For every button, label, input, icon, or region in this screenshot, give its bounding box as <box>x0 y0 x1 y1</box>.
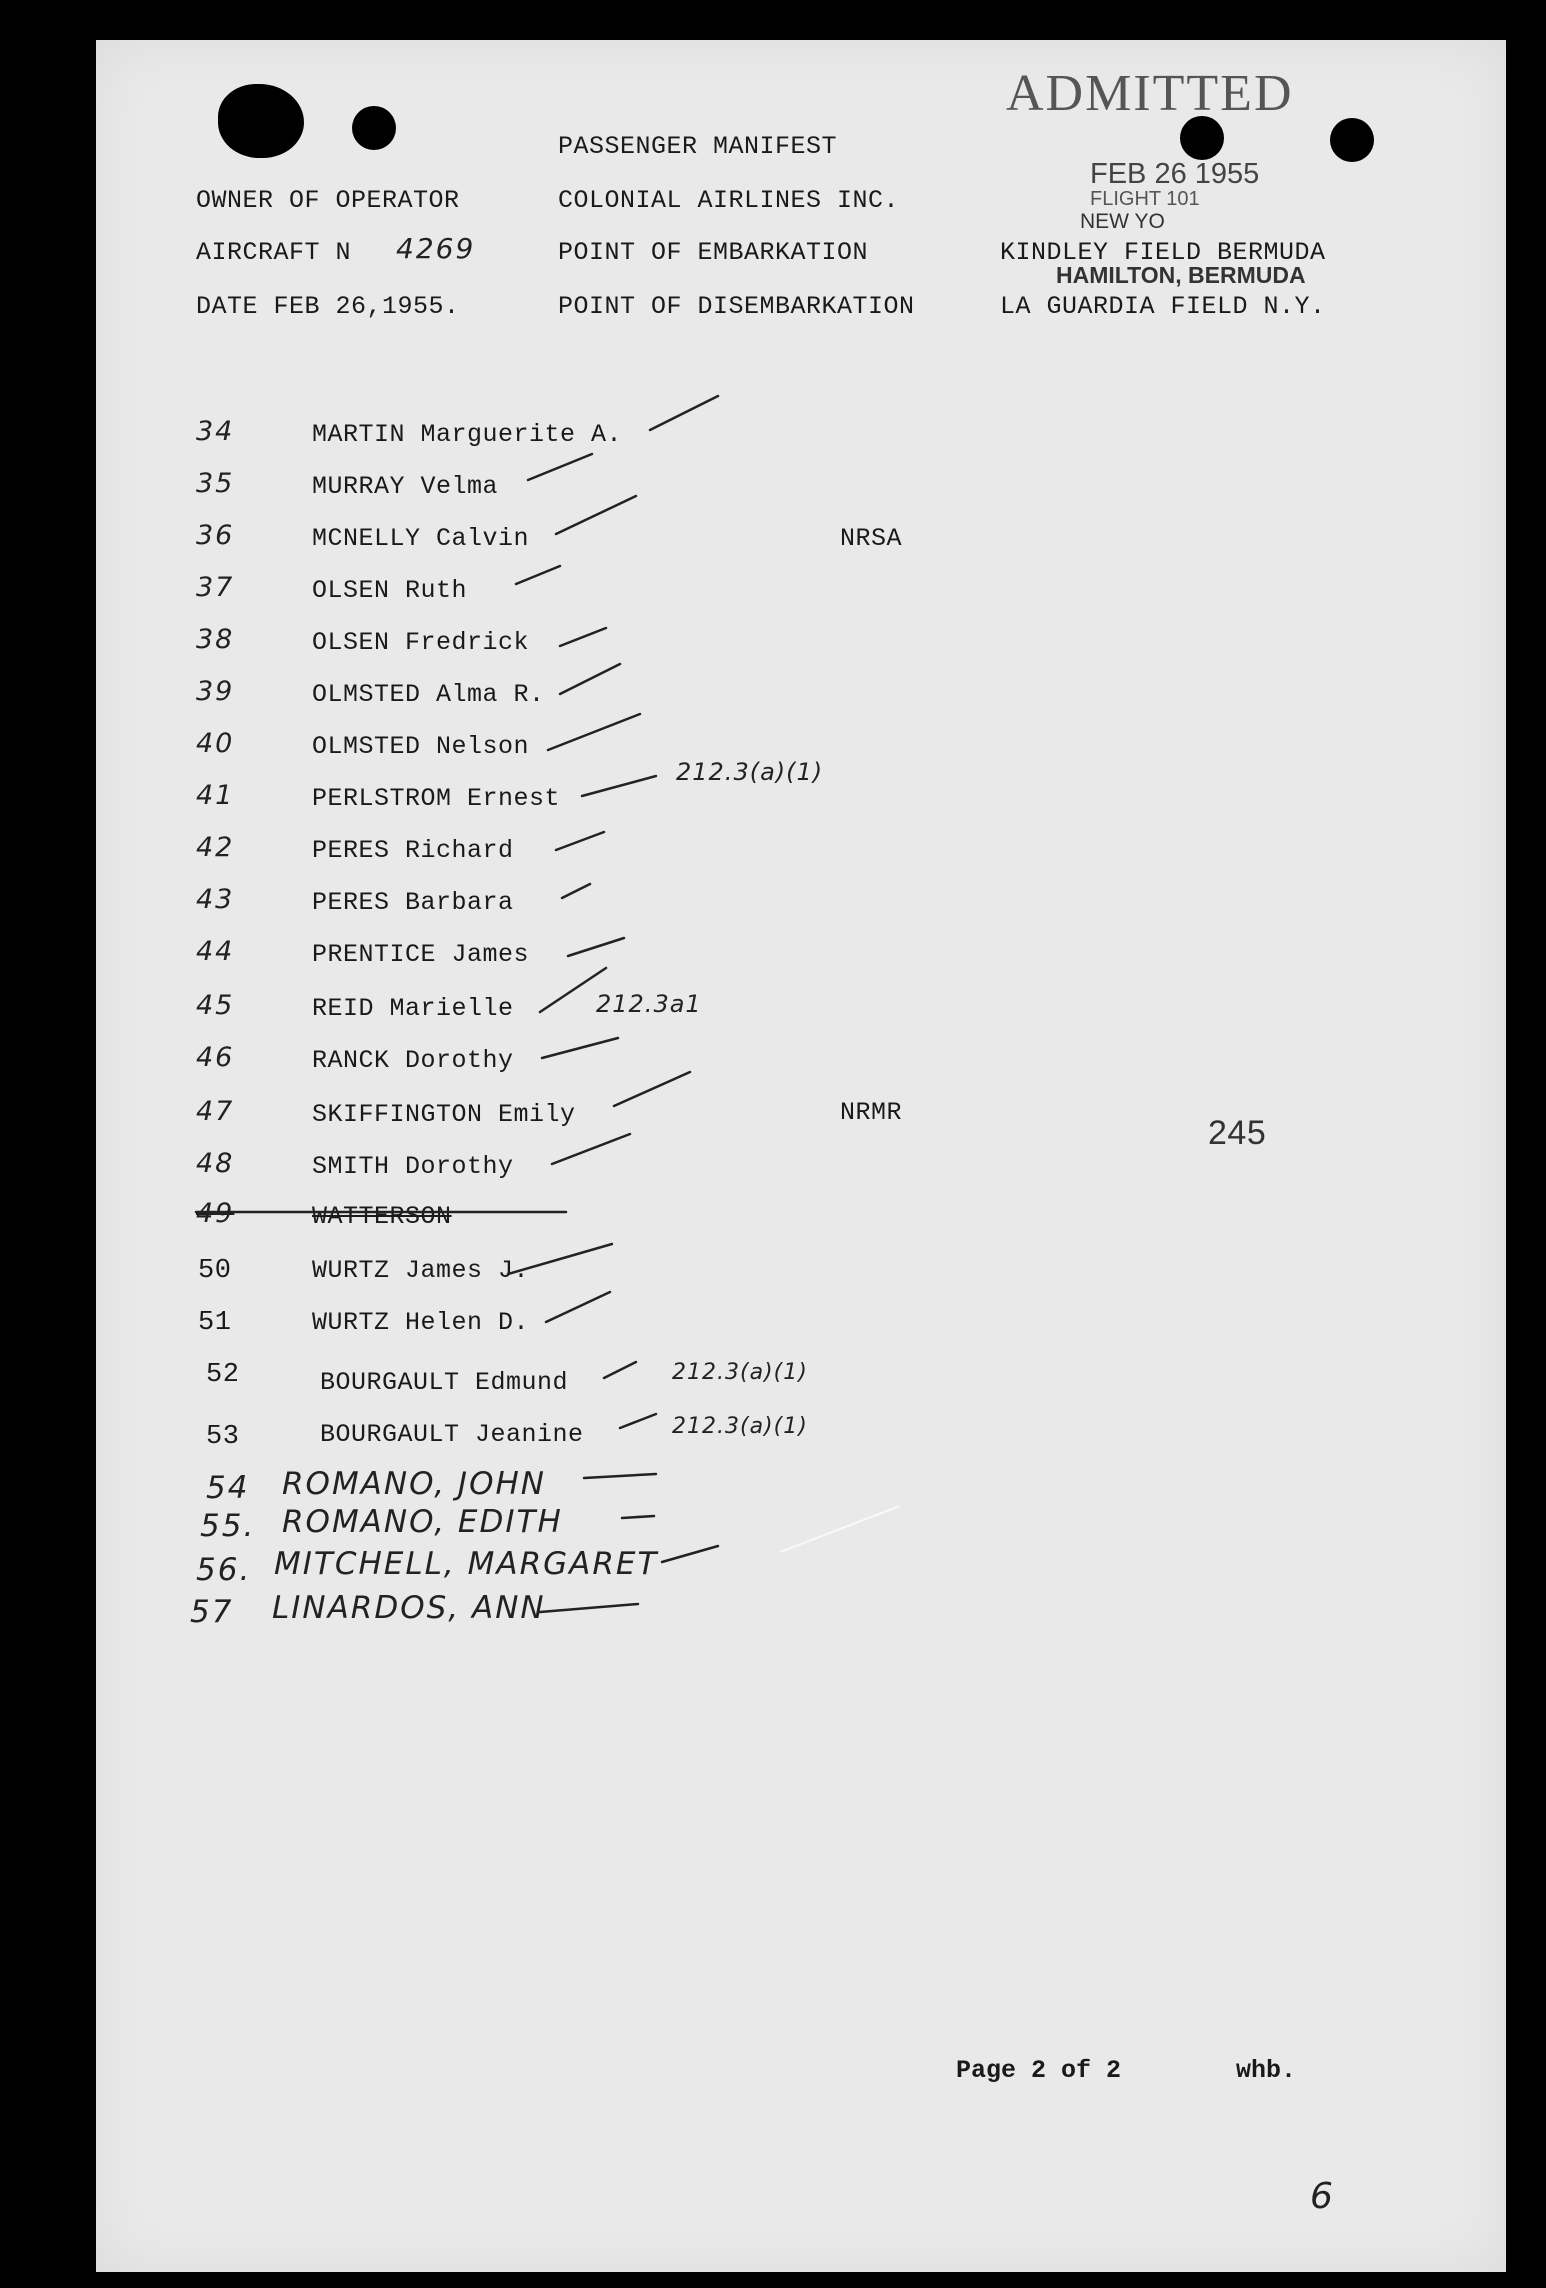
corner-mark: 6 <box>1310 2176 1335 2217</box>
handwritten-name: LINARDOS, ANN <box>272 1590 546 1626</box>
passenger-note: 212.3(a)(1) <box>672 1360 808 1385</box>
handwritten-number: 54 <box>206 1470 250 1506</box>
disembark-value: LA GUARDIA FIELD N.Y. <box>1000 292 1326 321</box>
embark-value: KINDLEY FIELD BERMUDA <box>1000 238 1326 267</box>
passenger-name: PERLSTROM Ernest <box>312 784 561 813</box>
passenger-name: MURRAY Velma <box>312 472 499 501</box>
row-number: 44 <box>196 936 235 967</box>
passenger-name: PRENTICE James <box>312 940 530 969</box>
passenger-note: 212.3a1 <box>596 990 702 1018</box>
stamp-city: HAMILTON, BERMUDA <box>1056 262 1306 288</box>
passenger-code: NRSA <box>840 524 903 553</box>
passenger-name: MARTIN Marguerite A. <box>312 420 623 449</box>
passenger-name: PERES Richard <box>312 836 514 865</box>
passenger-name: BOURGAULT Jeanine <box>320 1420 584 1449</box>
passenger-name: PERES Barbara <box>312 888 514 917</box>
passenger-name: OLMSTED Alma R. <box>312 680 545 709</box>
punch-hole-left-inner <box>352 106 396 150</box>
passenger-name: SMITH Dorothy <box>312 1152 514 1181</box>
row-number: 50 <box>198 1256 232 1286</box>
date-label: DATE FEB 26,1955. <box>196 292 460 321</box>
stamp-location: NEW YO <box>1080 210 1165 233</box>
passenger-name: RANCK Dorothy <box>312 1046 514 1075</box>
aircraft-value: 4269 <box>396 232 476 265</box>
passenger-note: 212.3(a)(1) <box>676 758 824 786</box>
punch-hole-left <box>218 84 304 158</box>
passenger-name: WURTZ James J. <box>312 1256 530 1285</box>
row-number: 43 <box>196 884 235 915</box>
handwritten-name: ROMANO, EDITH <box>282 1504 563 1540</box>
passenger-name-struck: WATTERSON <box>312 1202 452 1231</box>
handwritten-number: 57 <box>190 1594 234 1630</box>
passenger-name: OLSEN Ruth <box>312 576 468 605</box>
row-number-struck: 49 <box>196 1198 235 1229</box>
admitted-stamp: ADMITTED <box>1006 65 1294 122</box>
row-number: 37 <box>196 572 235 603</box>
punch-hole-right <box>1330 118 1374 162</box>
passenger-code: NRMR <box>840 1098 903 1127</box>
row-number: 40 <box>196 728 235 759</box>
passenger-name: OLSEN Fredrick <box>312 628 530 657</box>
manifest-sheet <box>96 40 1506 2272</box>
row-number: 53 <box>206 1422 240 1452</box>
passenger-name: BOURGAULT Edmund <box>320 1368 569 1397</box>
disembark-label: POINT OF DISEMBARKATION <box>558 292 915 321</box>
row-number: 45 <box>196 990 235 1021</box>
row-number: 48 <box>196 1148 235 1179</box>
row-number: 35 <box>196 468 235 499</box>
owner-value: COLONIAL AIRLINES INC. <box>558 186 900 215</box>
handwritten-number: 56. <box>196 1552 252 1588</box>
row-number: 47 <box>196 1096 235 1127</box>
row-number: 39 <box>196 676 235 707</box>
row-number: 41 <box>196 780 235 811</box>
row-number: 52 <box>206 1360 240 1390</box>
owner-label: OWNER OF OPERATOR <box>196 186 460 215</box>
row-number: 42 <box>196 832 235 863</box>
row-number: 51 <box>198 1308 232 1338</box>
passenger-name: SKIFFINGTON Emily <box>312 1100 576 1129</box>
passenger-name: REID Marielle <box>312 994 514 1023</box>
handwritten-name: MITCHELL, MARGARET <box>274 1546 659 1582</box>
aircraft-label: AIRCRAFT N <box>196 238 352 267</box>
manifest-title: PASSENGER MANIFEST <box>558 132 838 161</box>
handwritten-number: 55. <box>200 1508 256 1544</box>
passenger-note: 212.3(a)(1) <box>672 1414 808 1439</box>
page-indicator: Page 2 of 2 <box>956 2056 1122 2085</box>
clerk-initials: whb. <box>1236 2056 1297 2085</box>
row-number: 36 <box>196 520 235 551</box>
passenger-name: MCNELLY Calvin <box>312 524 530 553</box>
row-number: 34 <box>196 416 235 447</box>
passenger-name: OLMSTED Nelson <box>312 732 530 761</box>
row-number: 38 <box>196 624 235 655</box>
side-number: 245 <box>1208 1114 1267 1152</box>
row-number: 46 <box>196 1042 235 1073</box>
stamp-flight: FLIGHT 101 <box>1090 188 1200 210</box>
handwritten-name: ROMANO, JOHN <box>282 1466 546 1502</box>
passenger-name: WURTZ Helen D. <box>312 1308 530 1337</box>
stamp-date: FEB 26 1955 <box>1090 158 1260 190</box>
embark-label: POINT OF EMBARKATION <box>558 238 869 267</box>
